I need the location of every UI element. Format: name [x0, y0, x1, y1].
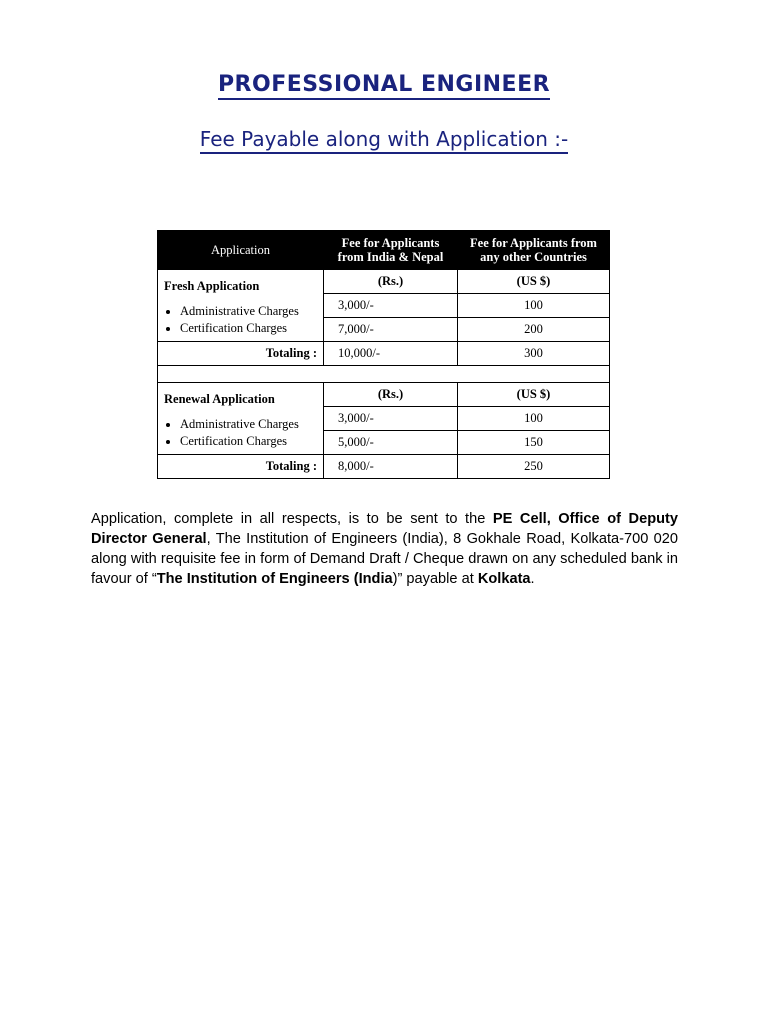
charges-list: [164, 417, 317, 449]
para-text: , The Institution of Engineers (India), 8 Gokhale Road, Kolkata-700 020 along with requisite fee in form of Demand Draft / Cheque drawn on any scheduled bank in favour of “: [91, 531, 679, 587]
list-item: • Administrative Charges: [180, 304, 317, 319]
renewal-application-cell: [158, 383, 324, 455]
list-item: • Certification Charges: [180, 321, 317, 336]
header-india-nepal: Fee for Applicants from India & Nepal: [324, 231, 458, 270]
page-title: [0, 72, 768, 97]
table-row: [158, 270, 610, 294]
total-other: 300: [458, 342, 610, 366]
currency-india: (Rs.): [324, 383, 458, 407]
page-subtitle: [0, 127, 768, 151]
total-india: 8,000/-: [324, 455, 458, 479]
section-label: Renewal Application: [164, 392, 275, 406]
fresh-application-cell: [158, 270, 324, 342]
total-label: Totaling :: [158, 342, 324, 366]
list-item: • Certification Charges: [180, 434, 317, 449]
table-row: [158, 383, 610, 407]
fee-other: 100: [458, 407, 610, 431]
total-india: 10,000/-: [324, 342, 458, 366]
header-other-countries: Fee for Applicants from any other Countries: [458, 231, 610, 270]
page-subtitle-text: Fee Payable along with Application :-: [200, 127, 568, 154]
total-other: 250: [458, 455, 610, 479]
currency-india: (Rs.): [324, 270, 458, 294]
page-title-text: PROFESSIONAL ENGINEER: [218, 72, 550, 100]
para-text: Application, complete in all respects, is to be sent to the: [91, 511, 493, 527]
spacer-cell: [158, 366, 610, 383]
table-header-row: [158, 231, 610, 270]
currency-other: (US $): [458, 270, 610, 294]
spacer-row: [158, 366, 610, 383]
total-row: [158, 455, 610, 479]
para-text: )” payable at: [392, 571, 478, 587]
fee-other: 150: [458, 431, 610, 455]
total-label: Totaling :: [158, 455, 324, 479]
fee-india: 3,000/-: [324, 407, 458, 431]
header-application: Application: [158, 231, 324, 270]
charges-list: [164, 304, 317, 336]
fee-table: [157, 230, 610, 479]
total-row: [158, 342, 610, 366]
para-bold-kolkata: Kolkata: [477, 571, 531, 587]
section-label: Fresh Application: [164, 279, 260, 293]
list-item: • Administrative Charges: [180, 417, 317, 432]
fee-india: 5,000/-: [324, 431, 458, 455]
fee-other: 200: [458, 318, 610, 342]
para-bold-pe-cell: PE Cell, Office of Deputy Director General: [91, 511, 678, 547]
fee-india: 7,000/-: [324, 318, 458, 342]
fee-other: 100: [458, 294, 610, 318]
para-text: .: [530, 571, 535, 587]
instructions-paragraph: [91, 509, 678, 589]
fee-india: 3,000/-: [324, 294, 458, 318]
currency-other: (US $): [458, 383, 610, 407]
para-bold-institution: The Institution of Engineers (India: [156, 571, 393, 587]
